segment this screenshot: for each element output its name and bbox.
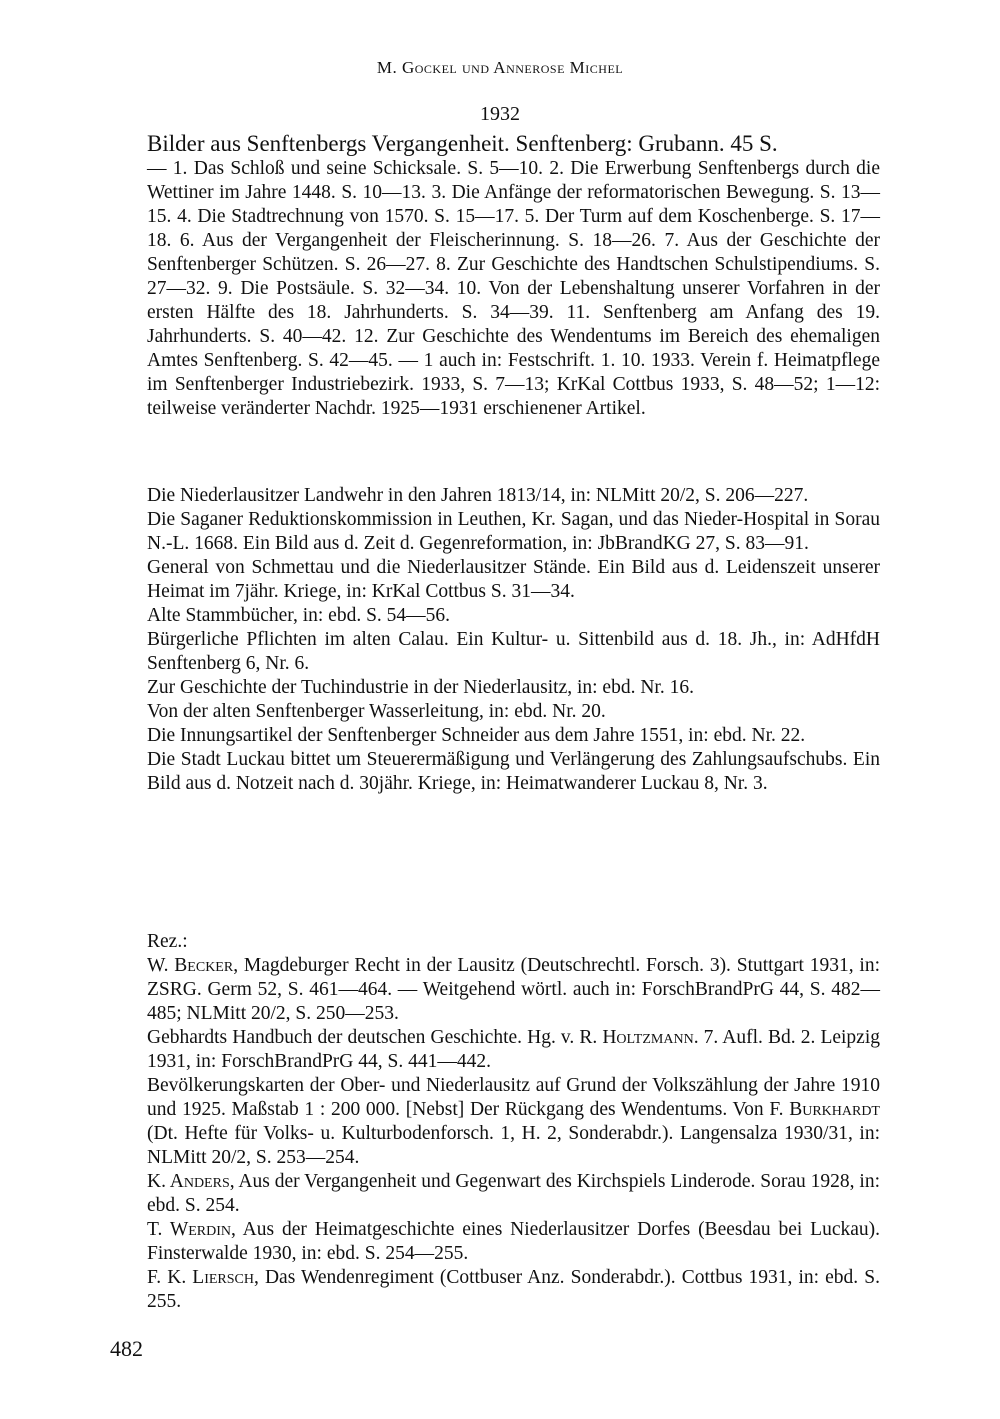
review-text: . 7. Aufl. Bd. 2. Leipzig 1931, in: ForschBrandPrG 44, S. 441—442. xyxy=(147,1027,881,1072)
reviews-section xyxy=(147,930,880,1314)
review-pre: Gebhardts Handbuch der deutschen Geschichte. Hg. v. R. xyxy=(147,1027,603,1048)
main-entry-title: Bilder aus Senftenbergs Vergangenheit. Senftenberg: Grubann. 45 S. xyxy=(147,131,778,156)
review-pre: Bevölkerungskarten der Ober- und Niederlausitz auf Grund der Volkszählung der Jahre 1910 und 1925. Maßstab 1 : 200 000. [Nebst] Der Rückgang des Wendentums. Von F. xyxy=(147,1075,880,1120)
review-author: F. K. Liersch xyxy=(147,1267,254,1288)
list-item: Alte Stammbücher, in: ebd. S. 54—56. xyxy=(147,605,451,626)
review-item xyxy=(147,954,880,1026)
main-entry xyxy=(147,130,880,421)
main-entry-body: — 1. Das Schloß und seine Schicksale. S. 5—10. 2. Die Erwerbung Senftenbergs durch die Wettiner im Jahre 1448. S. 10—13. 3. Die Anfänge der reformatorischen Bewegung. S. 13—15. 4. Die Stadtrechnung von 1570. S. 15—17. 5. Der Turm auf dem Koschenberge. S. 17—18. 6. Aus der Vergangenheit der Fleischerinnung. S. 18—26. 7. Aus der Geschichte der Senftenberger Schützen. S. 26—27. 8. Zur Geschichte des Handtschen Schulstipendiums. S. 27—32. 9. Die Postsäule. S. 32—34. 10. Von der Lebenshaltung unserer Vorfahren in der ersten Hälfte des 18. Jahrhunderts. S. 34—39. 11. Senftenberg am Anfang des 19. Jahrhunderts. S. 40—42. 12. Zur Geschichte des Wendentums im Bereich des ehemaligen Amtes Senftenberg. S. 42—45. — 1 auch in: Festschrift. 1. 10. 1933. Verein f. Heimatpflege im Senftenberger Industriebezirk. 1933, S. 7—13; KrKal Cottbus 1933, S. 48—52; 1—12: teilweise veränderter Nachdr. 1925—1931 erschienener Artikel. xyxy=(147,158,880,419)
list-item: Die Niederlausitzer Landwehr in den Jahren 1813/14, in: NLMitt 20/2, S. 206—227. xyxy=(147,485,809,506)
review-text: , Das Wendenregiment (Cottbuser Anz. Sonderabdr.). Cottbus 1931, in: ebd. S. 255. xyxy=(147,1267,880,1312)
list-item: Zur Geschichte der Tuchindustrie in der Niederlausitz, in: ebd. Nr. 16. xyxy=(147,677,694,698)
review-item xyxy=(147,1266,880,1314)
review-item xyxy=(147,1026,880,1074)
list-item: Die Innungsartikel der Senftenberger Schneider aus dem Jahre 1551, in: ebd. Nr. 22. xyxy=(147,725,806,746)
review-author: T. Werdin xyxy=(147,1219,232,1240)
review-author: Holtzmann xyxy=(602,1027,694,1048)
review-text: , Aus der Vergangenheit und Gegenwart des Kirchspiels Linderode. Sorau 1928, in: ebd. S. 254. xyxy=(147,1171,880,1216)
review-text: , Magdeburger Recht in der Lausitz (Deutschrechtl. Forsch. 3). Stuttgart 1931, in: ZSRG. Germ 52, S. 461—464. — Weitgehend wörtl. auch in: ForschBrandPrG 44, S. 482—485; NLMitt 20/2, S. 250—253. xyxy=(147,955,880,1024)
review-author: K. Anders xyxy=(147,1171,230,1192)
review-author: W. Becker xyxy=(147,955,234,976)
review-text: (Dt. Hefte für Volks- u. Kulturbodenforsch. 1, H. 2, Sonderabdr.). Langensalza 1930/31, in: NLMitt 20/2, S. 253—254. xyxy=(147,1123,880,1168)
list-item: Die Saganer Reduktionskommission in Leuthen, Kr. Sagan, und das Nieder-Hospital in Sorau N.-L. 1668. Ein Bild aus d. Zeit d. Gegenreformation, in: JbBrandKG 27, S. 83—91. xyxy=(147,509,880,554)
running-header: M. Gockel und Annerose Michel xyxy=(376,58,624,77)
list-item: General von Schmettau und die Niederlausitzer Stände. Ein Bild aus d. Leidenszeit unserer Heimat im 7jähr. Kriege, in: KrKal Cottbus S. 31—34. xyxy=(147,557,880,602)
year-heading: 1932 xyxy=(480,103,520,125)
review-item xyxy=(147,1218,880,1266)
reviews-label: Rez.: xyxy=(147,931,188,952)
list-item: Von der alten Senftenberger Wasserleitung, in: ebd. Nr. 20. xyxy=(147,701,606,722)
list-item: Die Stadt Luckau bittet um Steuerermäßigung und Verlängerung des Zahlungsaufschubs. Ein Bild aus d. Notzeit nach d. 30jähr. Kriege, in: Heimatwanderer Luckau 8, Nr. 3. xyxy=(147,749,880,794)
entries-list xyxy=(147,484,880,796)
review-item xyxy=(147,1170,880,1218)
review-item xyxy=(147,1074,880,1170)
review-text: , Aus der Heimatgeschichte eines Niederlausitzer Dorfes (Beesdau bei Luckau). Finsterwalde 1930, in: ebd. S. 254—255. xyxy=(147,1219,880,1264)
list-item: Bürgerliche Pflichten im alten Calau. Ein Kultur- u. Sittenbild aus d. 18. Jh., in: AdHfdH Senftenberg 6, Nr. 6. xyxy=(147,629,880,674)
review-author: Burkhardt xyxy=(789,1099,880,1120)
page-number: 482 xyxy=(110,1336,143,1361)
